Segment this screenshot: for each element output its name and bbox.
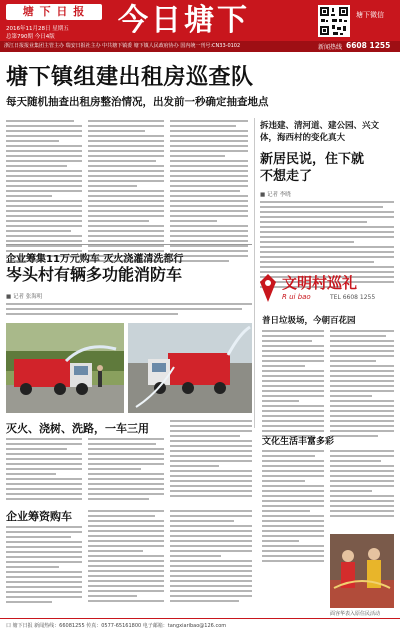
photo-caption-headline: 灭火、浇树、洗路，一车三用 xyxy=(6,422,149,435)
section2-body-col1 xyxy=(6,438,82,500)
section2-kicker: 企业筹集11万元购车 灭火浇灌清洗都行 xyxy=(6,254,184,265)
date-line: 2016年11月28日 星期五 xyxy=(6,26,69,32)
fire-truck-photo-left xyxy=(6,323,124,413)
section2-body-col2 xyxy=(88,438,164,500)
column-item-body-col1 xyxy=(262,330,324,437)
bottom-body-col1 xyxy=(6,526,82,603)
hotline-number: 6608 1255 xyxy=(346,41,391,50)
section2-headline: 岑头村有辆多功能消防车 xyxy=(6,265,183,284)
sidebar-headline: 新居民说，住下就不想走了 xyxy=(260,152,365,184)
section2-rule xyxy=(6,244,252,245)
lead-headline: 塘下镇组建出租房巡查队 xyxy=(6,64,254,90)
bottom-body-col3 xyxy=(170,510,252,602)
section2-intro xyxy=(6,303,252,315)
ticker-bar xyxy=(0,41,400,52)
column-brand-title: 文明村巡礼 xyxy=(282,274,358,292)
column-brand-sub: R ui bao xyxy=(282,293,311,301)
masthead xyxy=(0,0,400,52)
footer-text: 口 塘下日报 新闻热线：66081255 传真：0577-65161800 电子邮箱：tangxiaribao@126.com xyxy=(6,623,227,629)
column-item-title: 普日垃圾场，今朝百花园 xyxy=(262,316,356,326)
lead-body-col2 xyxy=(88,120,164,262)
bottom-left-headline: 企业筹资购车 xyxy=(6,510,72,523)
masthead-title: 今日塘下 xyxy=(118,3,250,38)
column-brand-box xyxy=(260,272,396,308)
lead-subheadline: 每天随机抽查出租房整治情况，出发前一秒确定抽查地点 xyxy=(6,96,269,108)
lead-body-col3 xyxy=(170,120,248,262)
qr-code-icon xyxy=(318,5,350,37)
bottom-right-body-col1 xyxy=(262,450,324,562)
bottom-right-headline: 文化生活丰富多彩 xyxy=(262,437,335,447)
column-brand-icon xyxy=(260,274,276,302)
footer-rule xyxy=(0,618,400,619)
masthead-logo xyxy=(6,4,102,20)
lead-body-col1 xyxy=(6,120,82,262)
sidebar-divider xyxy=(254,118,255,428)
section2-reporter: ■ 记者 张海明 xyxy=(6,294,43,300)
performers-photo xyxy=(330,534,394,608)
sidebar-reporter: ■ 记者 李晓 xyxy=(260,192,291,198)
hotline-label: 新闻热线 xyxy=(318,44,343,51)
wechat-label: 塘下微信 xyxy=(356,11,384,19)
bottom-right-body-col2 xyxy=(330,450,394,517)
performers-caption: 面容华表入原住民活动 xyxy=(330,611,381,617)
section2-body-col3 xyxy=(170,420,252,497)
issue-line: 总第790期 今日4版 xyxy=(6,34,55,40)
column-item-body-col2 xyxy=(330,330,394,437)
sidebar-teaser: 拆违建、清河道、建公园、兴文体，海西村的变化真大 xyxy=(260,121,380,143)
logo-text: 塘 下 日 报 xyxy=(22,5,86,18)
fire-truck-photo-right xyxy=(128,323,252,413)
column-brand-phone: TEL 6608 1255 xyxy=(330,294,376,301)
ticker-text: 浙江日报报业集团主管主办 瑞安日报社主办 中共塘下镇委 塘下镇人民政府协办 国内统一刊号:CN33-0102 xyxy=(4,43,241,49)
bottom-body-col2 xyxy=(88,510,164,602)
